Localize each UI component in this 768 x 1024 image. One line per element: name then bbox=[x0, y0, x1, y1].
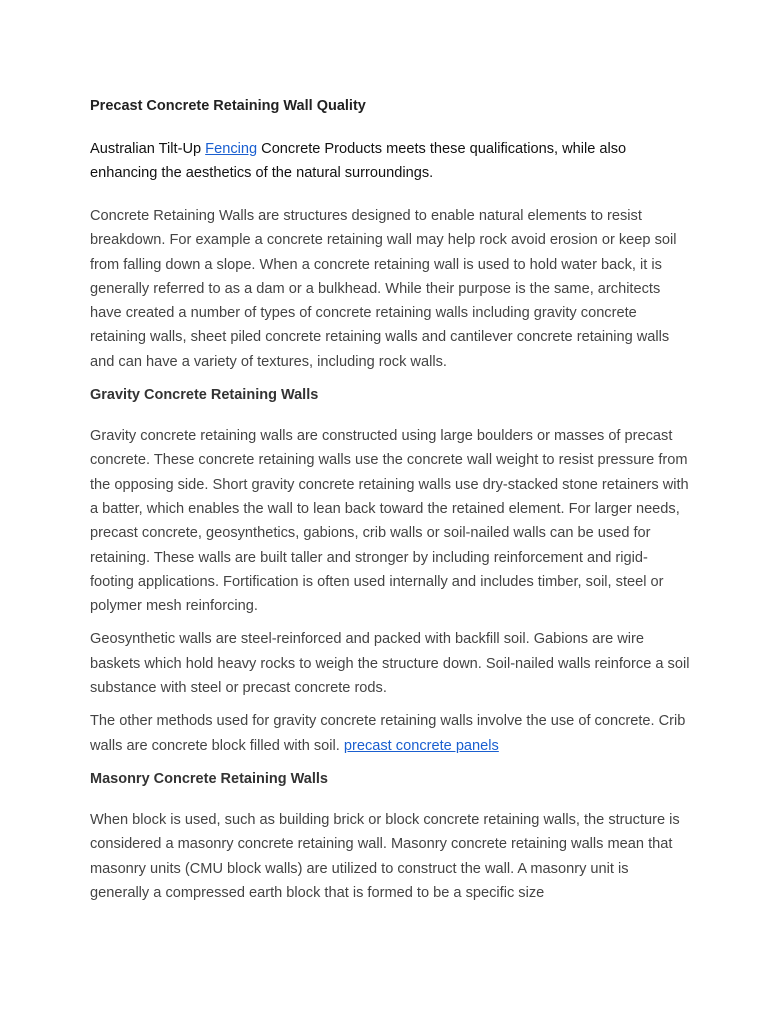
document-title: Precast Concrete Retaining Wall Quality bbox=[90, 98, 366, 114]
paragraph-retaining-walls: Concrete Retaining Walls are structures designed to enable natural elements to resist breakdown. For example a concrete retaining wall may help rock avoid erosion or keep soil from falling down a slope. When a concrete retaining wall is used to hold water back, it is generally referred to as a dam or a bulkhead. While their purpose is the same, architects have created a number of types of concrete retaining walls including gravity concrete retaining walls, sheet piled concrete retaining walls and cantilever concrete retaining walls and can have a variety of textures, including rock walls. bbox=[90, 208, 677, 370]
document-page bbox=[90, 94, 690, 914]
fencing-link[interactable]: Fencing bbox=[205, 141, 258, 157]
precast-concrete-panels-link[interactable]: precast concrete panels bbox=[343, 737, 499, 754]
paragraph-gravity-walls: Gravity concrete retaining walls are constructed using large boulders or masses of precast concrete. These concrete retaining walls use the concrete wall weight to resist pressure from the opposing side. Short gravity concrete retaining walls use dry-stacked stone retainers with a batter, which enables the wall to lean back toward the retained element. For larger needs, precast concrete, geosynthetics, gabions, crib walls or soil-nailed walls can be used for retaining. These walls are built taller and stronger by including reinforcement and rigid-footing applications. Fortification is often used internally and includes timber, soil, steel or polymer mesh reinforcing. bbox=[90, 428, 689, 615]
paragraph-other-methods bbox=[90, 709, 690, 758]
intro-paragraph bbox=[90, 138, 690, 185]
heading-gravity-walls: Gravity Concrete Retaining Walls bbox=[90, 387, 319, 404]
intro-text-after: Concrete Products meets these qualifications, while also enhancing the aesthetics of the natural surroundings. bbox=[90, 141, 627, 181]
other-methods-text: The other methods used for gravity concrete retaining walls involve the use of concrete. Crib walls are concrete block filled with soil. bbox=[90, 713, 686, 754]
paragraph-geosynthetic-walls: Geosynthetic walls are steel-reinforced and packed with backfill soil. Gabions are wire baskets which hold heavy rocks to weigh the structure down. Soil-nailed walls reinforce a soil substance with steel or precast concrete rods. bbox=[90, 631, 690, 697]
heading-masonry-walls: Masonry Concrete Retaining Walls bbox=[90, 770, 328, 787]
paragraph-masonry-walls: When block is used, such as building brick or block concrete retaining walls, the structure is considered a masonry concrete retaining wall. Masonry concrete retaining walls mean that masonry units (CMU block walls) are utilized to construct the wall. A masonry unit is generally a compressed earth block that is formed to be a specific size bbox=[90, 811, 680, 901]
intro-text-before: Australian Tilt-Up bbox=[90, 141, 206, 157]
